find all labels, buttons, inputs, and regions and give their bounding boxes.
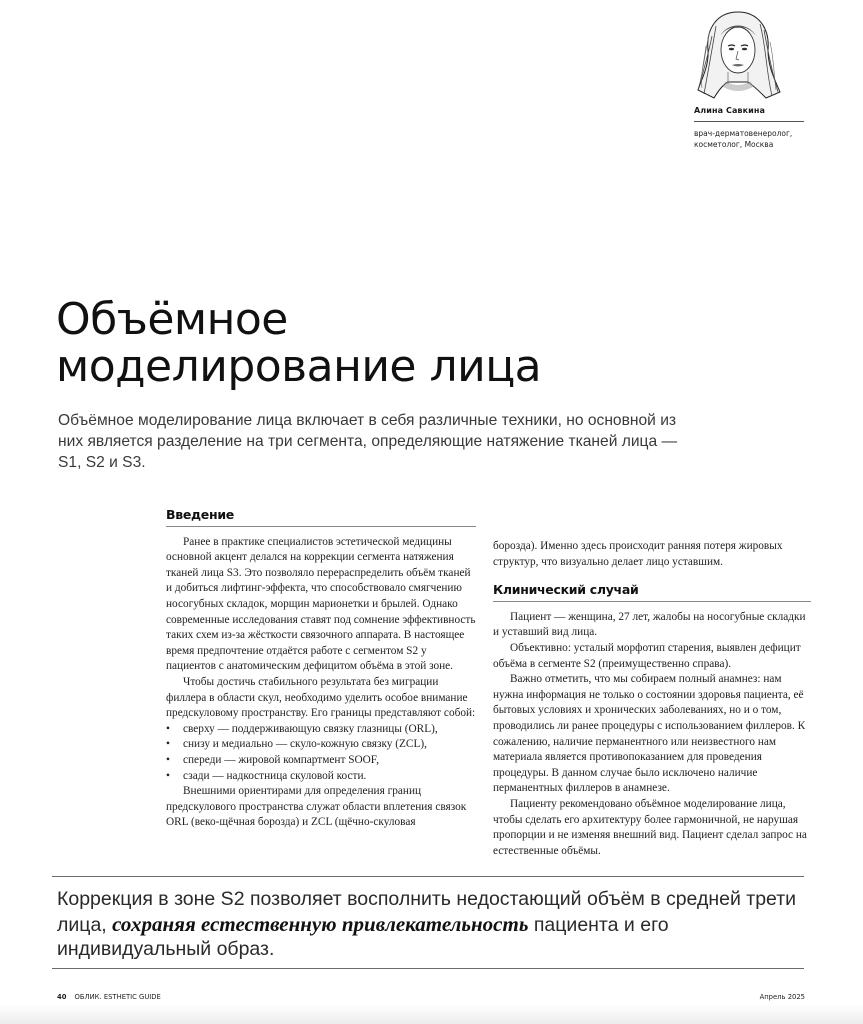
body-paragraph: Чтобы достичь стабильного результата без миграции филлера в области скул, необходимо уделить особое внимание предскуловому пространству. Его границы представляют собой:	[166, 675, 476, 720]
page-edge-shadow	[0, 1004, 863, 1024]
author-role-line: врач-дерматовенеролог,	[694, 129, 793, 138]
author-block	[694, 6, 814, 150]
list-item: • снизу и медиально — скуло-кожную связку (ZCL),	[166, 737, 476, 753]
pull-quote-bottom-rule	[52, 968, 804, 969]
body-paragraph: Пациент — женщина, 27 лет, жалобы на носогубные складки и уставший вид лица.	[493, 610, 806, 639]
section-heading-case: Клинический случай	[493, 582, 811, 602]
list-item: • сверху — поддерживающую связку глазницы (ORL),	[166, 722, 476, 738]
author-role	[694, 128, 814, 150]
issue-date: Апрель 2025	[759, 993, 805, 1001]
body-paragraph: Объективно: усталый морфотип старения, выявлен дефицит объёма в сегменте S2 (преимущественно справа).	[493, 641, 801, 670]
boundaries-list	[166, 722, 476, 784]
pull-quote-emphasis: сохраняя естественную привлекательность	[112, 911, 529, 936]
article-title	[56, 296, 541, 390]
body-paragraph: Важно отметить, что мы собираем полный анамнез: нам нужна информация не только о состоянии здоровья пациента, её бытовых условиях и хронических заболеваниях, но и о том, проводились ли ранее процедуры с использованием филлеров. К сожалению, наличие перманентного или неизвестного нам материала является противопоказанием для проведения процедуры. В данном случае было исключено наличие перманентных филлеров в анамнезе.	[493, 673, 806, 795]
author-name: Алина Савкина	[694, 106, 765, 115]
footer-left	[57, 993, 161, 1001]
article-title-line: моделирование лица	[56, 341, 542, 392]
column-left	[166, 507, 476, 831]
column-right	[493, 539, 811, 859]
pull-quote-text: Коррекция в зоне S2 позволяет восполнить недостающий объём в средней трети лица,	[57, 888, 797, 936]
author-role-line: косметолог, Москва	[694, 140, 774, 149]
list-item: • спереди — жировой компартмент SOOF,	[166, 753, 476, 769]
author-divider	[694, 121, 804, 122]
body-paragraph-continued: борозда). Именно здесь происходит ранняя потеря жировых структур, что визуально делает лицо уставшим.	[493, 540, 783, 568]
pull-quote-text: пациента и его индивидуальный образ.	[57, 913, 669, 960]
pull-quote	[57, 887, 817, 962]
list-item: • сзади — надкостница скуловой кости.	[166, 769, 476, 785]
article-title-line: Объёмное	[56, 294, 288, 345]
body-paragraph: Ранее в практике специалистов эстетической медицины основной акцент делался на коррекции сегмента натяжения тканей лица S3. Это позволяло перераспределить объём тканей и добиться лифтинг-эффекта, что способствовало смягчению носогубных складок, морщин марионетки и брылей. Однако современные исследования ставят под сомнение эффективность таких схем из-за жёсткости связочного аппарата. В настоящее время предпочтение отдаётся работе с сегментом S2 у пациентов с анатомическим дефицитом объёма в этой зоне.	[166, 535, 476, 673]
section-heading-intro: Введение	[166, 507, 476, 527]
body-paragraph: Пациенту рекомендовано объёмное моделирование лица, чтобы сделать его архитектуру более гармоничной, не нарушая пропорции и не изменяя внешний вид. Пациент сделал запрос на естественные объёмы.	[493, 797, 807, 857]
page-number: 40	[57, 993, 67, 1001]
portrait-illustration-icon	[694, 6, 782, 102]
body-paragraph: Внешними ориентирами для определения границ предскулового пространства служат области вплетения связок ORL (веко-щёчная борозда) и ZCL (щёчно-скуловая	[166, 785, 467, 829]
publication-name: ОБЛИК. ESTHETIC GUIDE	[74, 993, 161, 1001]
article-lead: Объёмное моделирование лица включает в себя различные техники, но основной из них является разделение на три сегмента, определяющие натяжение тканей лица — S1, S2 и S3.	[58, 412, 678, 471]
pull-quote-top-rule	[52, 876, 804, 877]
